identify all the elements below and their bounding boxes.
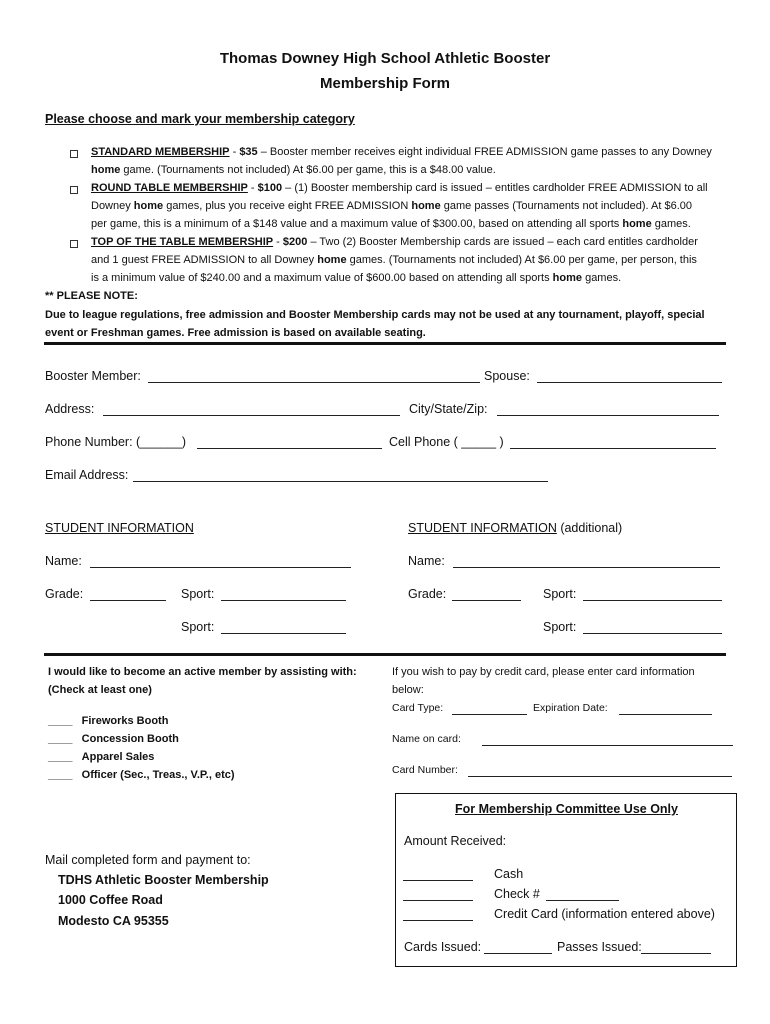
student-grade-label: Grade: — [45, 587, 84, 601]
round-table-membership-checkbox[interactable] — [70, 186, 78, 194]
student-info-header: STUDENT INFORMATION — [45, 521, 194, 535]
email-field[interactable] — [133, 481, 548, 482]
card-type-field[interactable] — [452, 714, 527, 715]
card-type-label: Card Type: — [392, 702, 444, 714]
standard-membership-line1: STANDARD MEMBERSHIP - $35 – Booster member receives eight individual FREE ADMISSION game passes to any Downey — [91, 146, 712, 158]
section-divider-2 — [44, 653, 726, 656]
cell-phone-label: Cell Phone ( _____ ) — [389, 435, 504, 449]
expiration-date-field[interactable] — [619, 714, 712, 715]
top-of-table-membership-line1: TOP OF THE TABLE MEMBERSHIP - $200 – Two (2) Booster Membership cards are issued – each card entitles cardholder — [91, 236, 698, 248]
spouse-label: Spouse: — [484, 369, 530, 383]
credit-card-label: Credit Card (information entered above) — [494, 907, 715, 921]
student-name-label: Name: — [45, 554, 82, 568]
credit-intro-line2: below: — [392, 684, 424, 696]
city-state-zip-field[interactable] — [497, 415, 719, 416]
form-title-line1: Thomas Downey High School Athletic Booster — [219, 50, 551, 67]
volunteer-fireworks-item[interactable]: ____ Fireworks Booth — [48, 715, 169, 727]
booster-member-label: Booster Member: — [45, 369, 141, 383]
name-on-card-label: Name on card: — [392, 733, 461, 745]
mail-org: TDHS Athletic Booster Membership — [58, 873, 269, 887]
card-number-field[interactable] — [468, 776, 732, 777]
address-label: Address: — [45, 402, 95, 416]
student2-sport1-field[interactable] — [583, 600, 722, 601]
top-of-table-membership-line2: and 1 guest FREE ADMISSION to all Downey home games. (Tournaments not included) At $6.00 per game, per person, this — [91, 254, 697, 266]
mail-label: Mail completed form and payment to: — [45, 853, 251, 867]
cards-issued-field[interactable] — [484, 953, 552, 954]
cash-label: Cash — [494, 867, 524, 881]
cell-phone-field[interactable] — [510, 448, 716, 449]
round-table-membership-line2: Downey home games, plus you receive eight FREE ADMISSION home game passes (Tournaments not included). At $6.00 — [91, 200, 693, 212]
mail-city: Modesto CA 95355 — [58, 914, 169, 928]
check-number-field[interactable] — [546, 900, 619, 901]
top-of-table-membership-checkbox[interactable] — [70, 240, 78, 248]
credit-intro-line1: If you wish to pay by credit card, please enter card information — [392, 666, 695, 678]
committee-title: For Membership Committee Use Only — [455, 802, 678, 816]
address-field[interactable] — [103, 415, 400, 416]
amount-received-label: Amount Received: — [404, 834, 507, 848]
cards-issued-label: Cards Issued: — [404, 940, 482, 954]
round-table-membership-line1: ROUND TABLE MEMBERSHIP - $100 – (1) Booster membership card is issued – entitles cardholder FREE ADMISSION to all — [91, 182, 708, 194]
student-sport2-field[interactable] — [221, 633, 346, 634]
phone-number-label: Phone Number: (______) — [45, 435, 187, 449]
spouse-field[interactable] — [537, 382, 722, 383]
expiration-date-label: Expiration Date: — [533, 702, 608, 714]
cash-amount-field[interactable] — [403, 880, 473, 881]
email-label: Email Address: — [45, 468, 129, 482]
student-grade-field[interactable] — [90, 600, 166, 601]
section-divider — [44, 342, 726, 345]
card-number-label: Card Number: — [392, 764, 458, 776]
mail-street: 1000 Coffee Road — [58, 893, 163, 907]
student2-name-field[interactable] — [453, 567, 720, 568]
student-info-additional-header: STUDENT INFORMATION (additional) — [408, 521, 623, 535]
volunteer-officer-item[interactable]: ____ Officer (Sec., Treas., V.P., etc) — [48, 769, 235, 781]
round-table-membership-line3: per game, this is a minimum of a $148 value and a maximum value of $300.00, based on attending all sports home games. — [91, 218, 691, 230]
form-title-line2: Membership Form — [319, 75, 451, 92]
note-line2: event or Freshman games. Free admission is based on available seating. — [45, 327, 426, 339]
name-on-card-field[interactable] — [482, 745, 733, 746]
credit-card-amount-field[interactable] — [403, 920, 473, 921]
student-sport1-label: Sport: — [181, 587, 215, 601]
student2-sport1-label: Sport: — [543, 587, 577, 601]
standard-membership-checkbox[interactable] — [70, 150, 78, 158]
student2-sport2-field[interactable] — [583, 633, 722, 634]
top-of-table-membership-line3: is a minimum value of $240.00 and a maximum value of $600.00 based on attending all sports home games. — [91, 272, 622, 284]
student-sport1-field[interactable] — [221, 600, 346, 601]
student-name-field[interactable] — [90, 567, 351, 568]
note-line1: Due to league regulations, free admission and Booster Membership cards may not be used at any tournament, playoff, special — [45, 309, 705, 321]
volunteer-apparel-item[interactable]: ____ Apparel Sales — [48, 751, 155, 763]
standard-membership-line2: home game. (Tournaments not included) At $6.00 per game, this is a $48.00 value. — [91, 164, 496, 176]
note-header: ** PLEASE NOTE: — [45, 290, 138, 302]
volunteer-line2: (Check at least one) — [48, 684, 152, 696]
city-state-zip-label: City/State/Zip: — [409, 402, 488, 416]
student-sport2-label: Sport: — [181, 620, 215, 634]
check-label: Check # — [494, 887, 540, 901]
check-amount-field[interactable] — [403, 900, 473, 901]
student2-sport2-label: Sport: — [543, 620, 577, 634]
passes-issued-field[interactable] — [641, 953, 711, 954]
volunteer-concession-item[interactable]: ____ Concession Booth — [48, 733, 179, 745]
phone-number-field[interactable] — [197, 448, 382, 449]
passes-issued-label: Passes Issued: — [557, 940, 642, 954]
student2-grade-label: Grade: — [408, 587, 447, 601]
category-instruction: Please choose and mark your membership category — [45, 112, 355, 126]
student2-grade-field[interactable] — [452, 600, 521, 601]
volunteer-line1: I would like to become an active member by assisting with: — [48, 666, 357, 678]
booster-member-field[interactable] — [148, 382, 480, 383]
student2-name-label: Name: — [408, 554, 445, 568]
